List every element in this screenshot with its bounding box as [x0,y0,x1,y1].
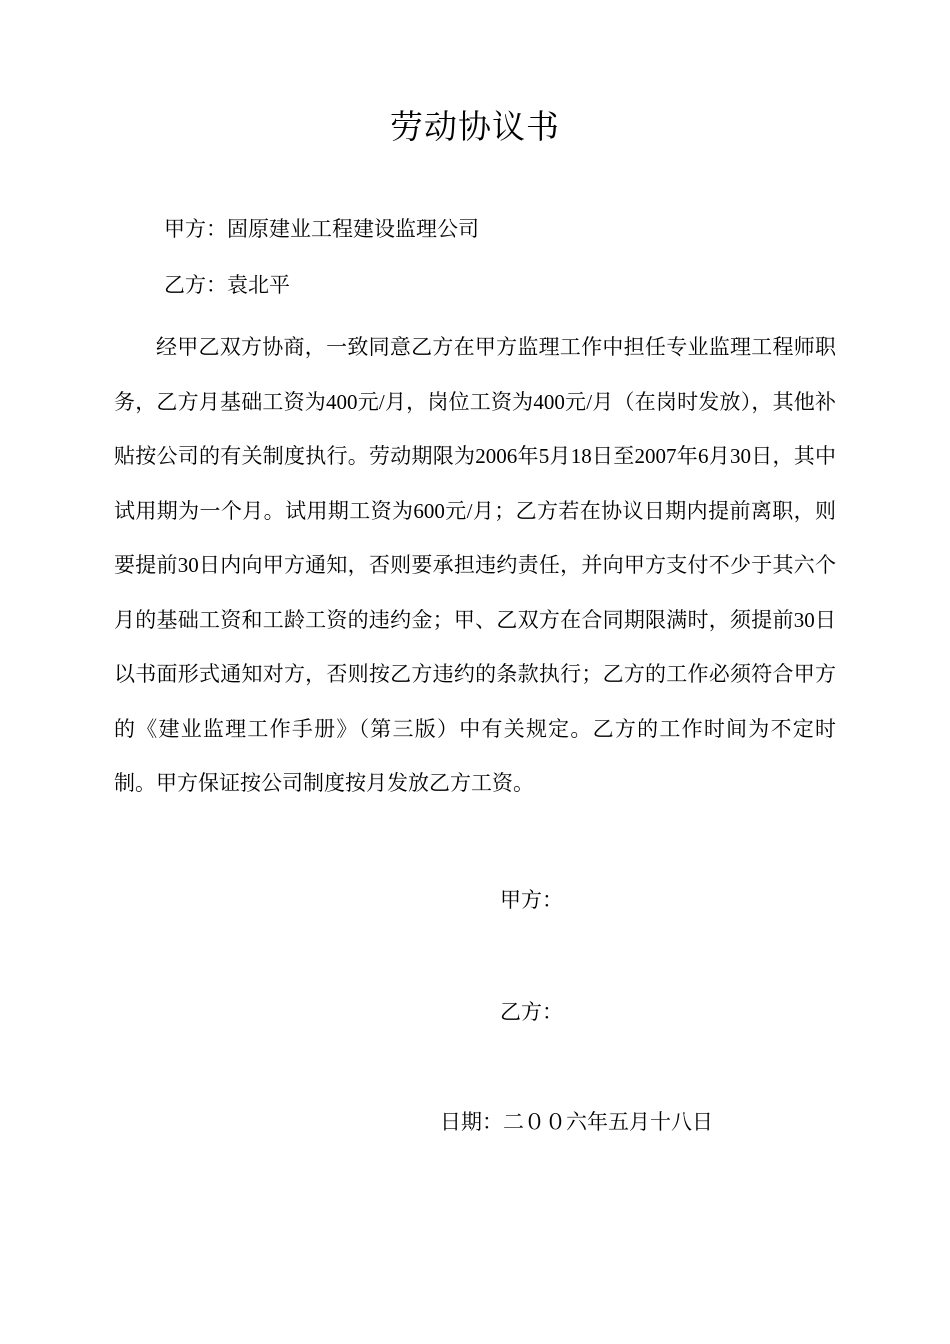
signature-party-b: 乙方： [500,1000,563,1024]
agreement-body: 经甲乙双方协商，一致同意乙方在甲方监理工作中担任专业监理工程师职务，乙方月基础工资为400元/月，岗位工资为400元/月（在岗时发放），其他补贴按公司的有关制度执行。劳动期限为2006年5月18日至2007年6月30日，其中试用期为一个月。试用期工资为600元/月；乙方若在协议日期内提前离职，则要提前30日内向甲方通知，否则要承担违约责任，并向甲方支付不少于其六个月的基础工资和工龄工资的违约金；甲、乙双方在合同期限满时，须提前30日以书面形式通知对方，否则按乙方违约的条款执行；乙方的工作必须符合甲方的《建业监理工作手册》（第三版）中有关规定。乙方的工作时间为不定时制。甲方保证按公司制度按月发放乙方工资。 [114,335,836,795]
party-a-line: 甲方：固原建业工程建设监理公司 [164,217,479,241]
signature-date: 日期：二００六年五月十八日 [440,1110,713,1134]
signature-party-a: 甲方： [500,888,563,912]
party-b-line: 乙方：袁北平 [164,273,290,297]
document-title: 劳动协议书 [390,107,560,146]
